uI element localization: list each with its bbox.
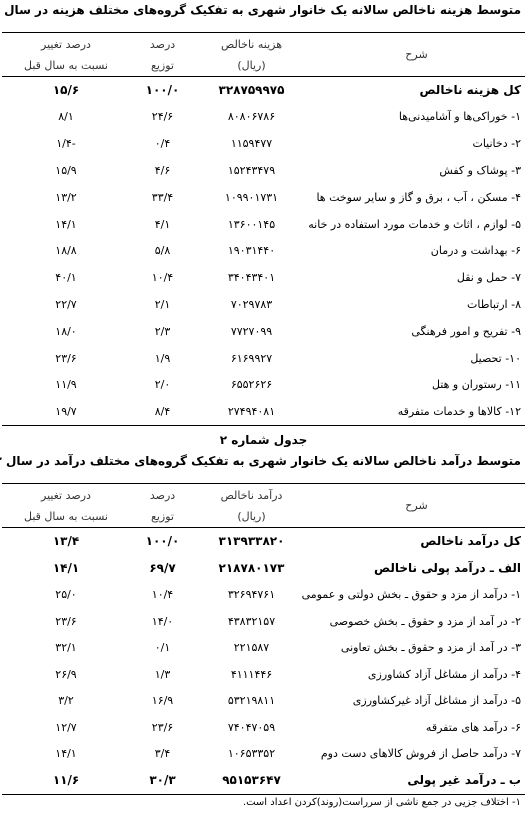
row-desc: ۱۰- تحصیل [470,351,521,365]
value-unit-header: (ریال) [237,510,266,523]
row-desc: ۱۲- کالاها و خدمات متفرقه [397,404,521,418]
table-row [2,291,525,318]
total-value: ۳۱۳۹۳۳۸۲۰ [218,534,285,549]
total-dist: ۱۰۰/۰ [145,83,180,98]
row-value: ۱۹۰۳۱۴۴۰ [227,244,276,258]
row-change: -۱/۴ [56,137,76,151]
table-row [2,264,525,291]
row-change: ۱۵/۹ [55,163,77,177]
table-row [2,582,525,609]
table1-header-row [2,33,525,56]
row-change: ۱۲/۷ [55,720,77,734]
table1-total-row [2,77,525,104]
row-value: ۵۳۲۱۹۸۱۱ [227,694,276,708]
table2-title: متوسط درآمد ناخالص سالانه یک خانوار شهری به تفکیک گروه‌های مختلف درآمد در سال [5,454,521,468]
row-change: ۱۸/۰ [55,324,77,338]
value-header: درآمد ناخالص [220,488,283,502]
row-dist: ۳/۴ [154,747,171,761]
row-dist: ۰/۱ [154,641,171,655]
table-row [2,104,525,131]
row-change: ۱۹/۷ [55,404,77,418]
table-row [2,184,525,211]
row-desc: ۳- در آمد از مزد و حقوق ـ بخش تعاونی [340,641,521,655]
row-value: ۱۵۲۴۳۴۷۹ [227,163,276,177]
dist-header: درصد [149,37,176,51]
value-unit-header: (ریال) [237,59,266,72]
table-row [2,318,525,345]
total-desc: کل هزینه ناخالص [419,83,521,98]
row-change: ۸/۱ [58,110,74,124]
row-change: ۱۴/۱ [55,217,77,231]
table2-body [2,582,525,768]
table-row [2,741,525,768]
row-dist: ۰/۴ [154,137,171,151]
row-dist: ۲۴/۶ [151,110,174,124]
row-dist: ۱/۳ [154,667,171,681]
row-change: ۱۸/۸ [55,244,77,258]
table-row [2,608,525,635]
footnote: ۱- اختلاف جزیی در جمع ناشی از سرراست(روند)کردن اعداد است. [242,797,521,808]
row-dist: ۱۴/۰ [151,614,174,628]
row-desc: ۷- درآمد حاصل از فروش کالاهای دست دوم [320,747,521,761]
change-header: درصد تغییر [41,488,91,502]
row-value: ۳۴۰۴۳۴۰۱ [227,271,276,285]
table-row [2,157,525,184]
row-value: ۱۳۶۰۰۱۴۵ [227,217,276,231]
total-dist: ۱۰۰/۰ [145,534,180,549]
row-desc: ۶- درآمد های متفرقه [425,720,521,734]
cash-dist: ۶۹/۷ [149,561,176,575]
row-dist: ۸/۴ [154,404,171,418]
cash-desc: الف ـ درآمد پولی ناخالص [374,561,521,575]
row-change: ۲۲/۷ [55,297,77,311]
row-change: ۱۱/۹ [55,378,77,392]
table-row [2,661,525,688]
row-dist: ۴/۱ [154,217,171,231]
row-desc: ۱۱- رستوران و هتل [431,378,521,392]
row-desc: ۷- حمل و نقل [456,271,521,285]
row-value: ۸۰۸۰۶۷۸۶ [227,110,276,124]
row-desc: ۲- دخانیات [472,137,521,151]
row-dist: ۴/۶ [154,163,171,177]
row-desc: ۱- خوراکی‌ها و آشامیدنی‌ها [398,110,521,124]
row-dist: ۲/۰ [154,378,171,392]
row-dist: ۱۶/۹ [151,694,174,708]
row-value: ۴۳۸۳۲۱۵۷ [227,614,276,628]
total-value: ۳۲۸۷۵۹۹۷۵ [218,83,285,98]
desc-header: شرح [405,48,428,61]
row-value: ۶۱۶۹۹۲۷ [230,351,273,365]
row-value: ۲۲۱۵۸۷ [233,641,270,655]
table-row [2,371,525,398]
row-value: ۱۰۹۹۰۱۷۳۱ [224,190,279,204]
row-dist: ۵/۸ [154,244,171,258]
row-value: ۳۲۶۹۴۷۶۱ [227,588,276,602]
table-row [2,398,525,425]
row-change: ۱۳/۲ [55,190,77,204]
row-value: ۲۷۴۹۴۰۸۱ [227,404,276,418]
total-change: ۱۵/۶ [52,83,80,98]
row-change: ۲۵/۰ [55,588,77,602]
change-header-2: نسبت به سال قبل [24,510,108,523]
table2-number-label: جدول شماره ۲ [219,433,308,447]
table1-title: متوسط هزینه ناخالص سالانه یک خانوار شهری به تفکیک گروه‌های مختلف هزینه در سال [4,3,521,17]
table1-body [2,104,525,426]
row-change: ۲۳/۶ [55,351,77,365]
cash-value: ۲۱۸۷۸۰۱۷۳ [218,561,285,575]
row-value: ۷۴۰۴۷۰۵۹ [227,720,276,734]
change-header-2: نسبت به سال قبل [24,59,108,72]
row-value: ۶۵۵۲۶۲۶ [230,378,273,392]
row-desc: ۵- لوازم ، اثاث و خدمات مورد استفاده در خانه [308,217,521,231]
row-desc: ۸- ارتباطات [467,297,521,311]
table2-header-row [2,484,525,507]
row-desc: ۱- درآمد از مزد و حقوق ـ بخش دولتی و عمومی [301,588,521,602]
row-change: ۳/۲ [58,694,74,708]
row-value: ۷۰۲۹۷۸۳ [230,297,273,311]
row-dist: ۳۳/۴ [151,190,174,204]
desc-header: شرح [405,499,428,512]
noncash-value: ۹۵۱۵۳۶۴۷ [222,773,281,788]
row-dist: ۱۰/۴ [151,588,174,602]
dist-header-2: توزیع [151,59,174,72]
table-row [2,688,525,715]
row-dist: ۲/۳ [154,324,171,338]
row-change: ۱۴/۱ [55,747,77,761]
row-desc: ۶- بهداشت و درمان [430,244,521,258]
row-change: ۳۲/۱ [55,641,77,655]
row-dist: ۲/۱ [154,297,171,311]
row-change: ۲۶/۹ [55,667,77,681]
row-value: ۱۱۵۹۴۷۷ [230,137,273,151]
row-desc: ۳- پوشاک و کفش [439,163,521,177]
row-change: ۲۳/۶ [55,614,77,628]
table-row [2,130,525,157]
row-dist: ۱/۹ [154,351,171,365]
table-row [2,211,525,238]
noncash-dist: ۳۰/۳ [149,773,176,788]
dist-header-2: توزیع [151,510,174,523]
table-row [2,345,525,372]
row-change: ۴۰/۱ [55,271,77,285]
expense-table [2,32,525,426]
income-table [2,483,525,795]
row-dist: ۲۳/۶ [151,720,174,734]
noncash-change: ۱۱/۶ [52,773,80,788]
row-desc: ۹- تفریح و امور فرهنگی [411,324,521,338]
row-desc: ۵- درآمد از مشاغل آزاد غیرکشاورزی [352,694,521,708]
total-desc: کل درآمد ناخالص [420,534,521,549]
row-desc: ۲- در آمد از مزد و حقوق ـ بخش خصوصی [329,614,521,628]
total-change: ۱۳/۴ [52,534,80,549]
row-dist: ۱۰/۴ [151,271,174,285]
row-value: ۷۷۲۷۰۹۹ [230,324,273,338]
table2-noncash-row [2,767,525,794]
dist-header: درصد [149,488,176,502]
row-value: ۱۰۶۵۳۳۵۲ [227,747,276,761]
row-desc: ۴- درآمد از مشاغل آزاد کشاورزی [367,667,521,681]
value-header: هزینه ناخالص [220,37,283,51]
change-header: درصد تغییر [41,37,91,51]
row-desc: ۴- مسکن ، آب ، برق و گاز و سایر سوخت ها [316,190,521,204]
cash-change: ۱۴/۱ [52,561,80,575]
table-row [2,635,525,662]
table2-cash-row [2,555,525,582]
table2-total-row [2,528,525,555]
table-row [2,714,525,741]
row-value: ۴۱۱۱۴۴۶ [230,667,273,681]
table-row [2,237,525,264]
noncash-desc: ب ـ درآمد غیر پولی [407,773,521,788]
